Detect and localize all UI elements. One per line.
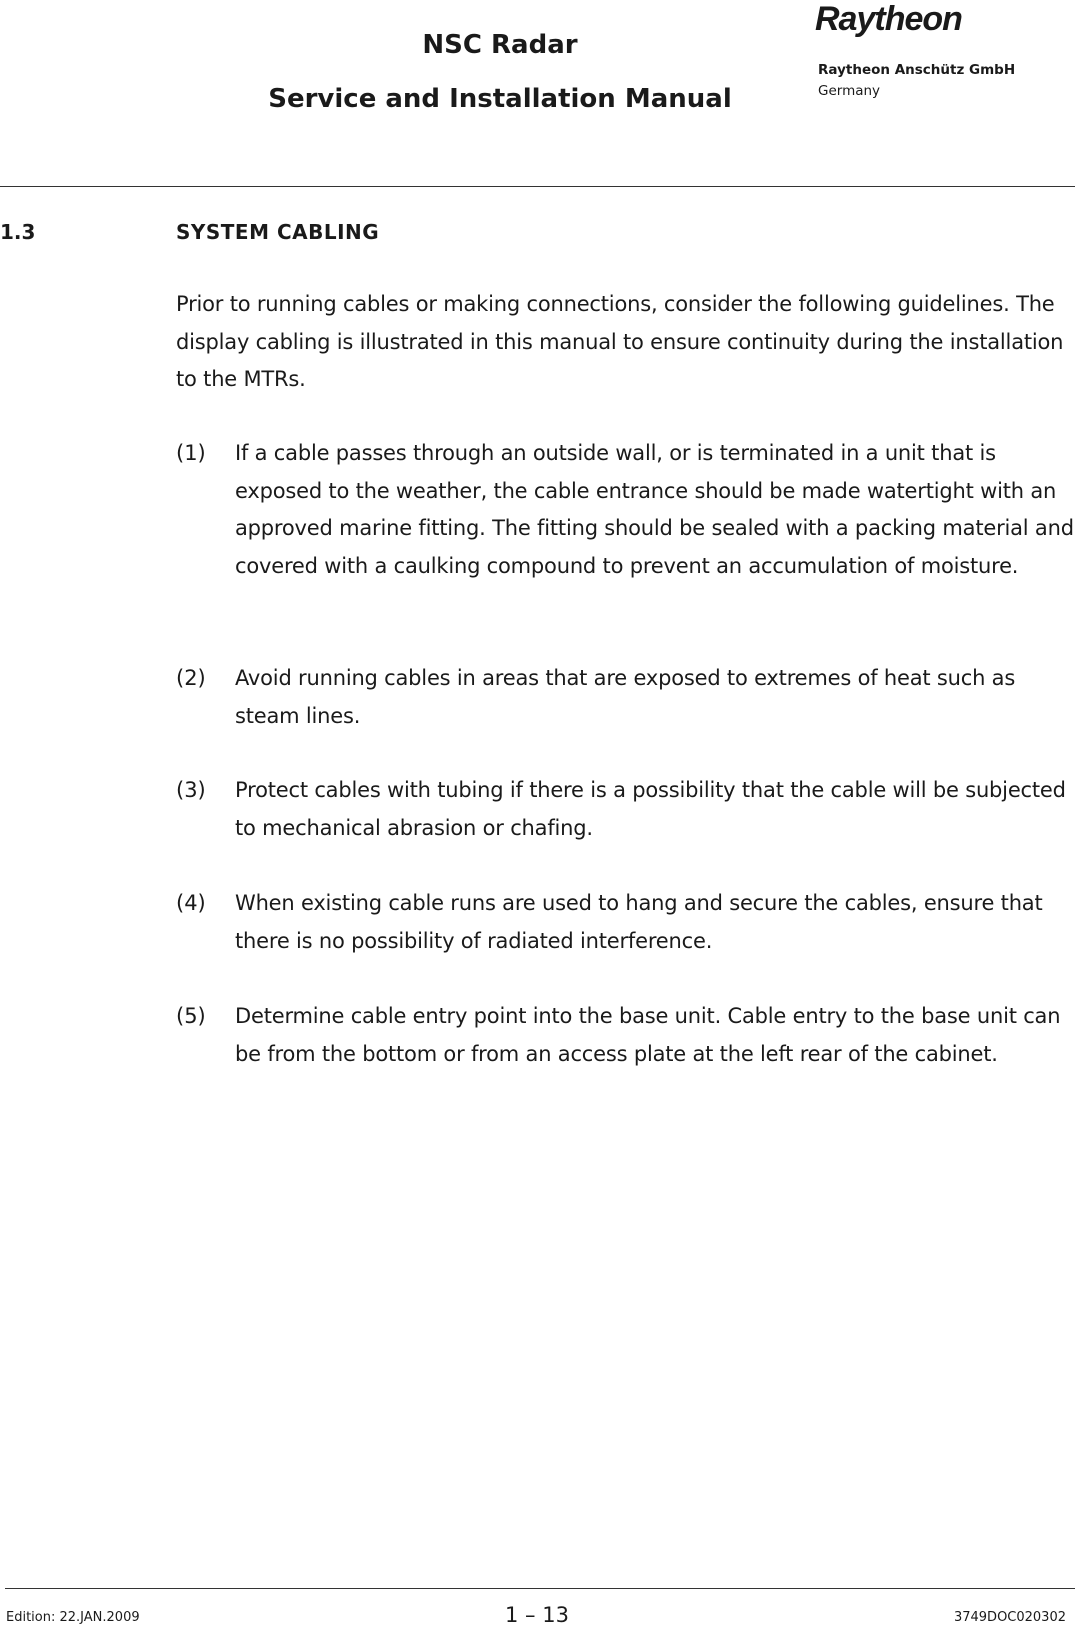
intro-paragraph: Prior to running cables or making connections, consider the following guidelines. The display cabling is illustrated in this manual to ensure continuity during the installation to the MTRs. xyxy=(176,292,1064,391)
page-number: 1 – 13 xyxy=(505,1603,569,1627)
guideline-text: Avoid running cables in areas that are exposed to extremes of heat such as steam lines. xyxy=(235,666,1016,728)
guideline-number: (5) xyxy=(176,1004,206,1028)
document-title: NSC Radar xyxy=(422,30,578,60)
company-country: Germany xyxy=(818,83,881,99)
guideline-text: Determine cable entry point into the base unit. Cable entry to the base unit can be from the bottom or from an access plate at the left rear of the cabinet. xyxy=(235,1004,1061,1066)
section-number: 1.3 xyxy=(0,220,36,244)
guideline-number: (3) xyxy=(176,778,206,802)
guideline-number: (2) xyxy=(176,666,206,690)
guideline-text: When existing cable runs are used to hang and secure the cables, ensure that there is no possibility of radiated interference. xyxy=(235,891,1043,953)
header-divider xyxy=(0,186,1075,187)
edition-date: Edition: 22.JAN.2009 xyxy=(6,1610,140,1625)
footer-divider xyxy=(5,1588,1075,1589)
guideline-text: Protect cables with tubing if there is a possibility that the cable will be subjected to mechanical abrasion or chafing. xyxy=(235,778,1066,840)
document-number: 3749DOC020302 xyxy=(953,1610,1066,1625)
guideline-number: (4) xyxy=(176,891,206,915)
raytheon-logo: Raytheon xyxy=(815,0,962,38)
document-subtitle: Service and Installation Manual xyxy=(268,84,732,114)
company-name: Raytheon Anschütz GmbH xyxy=(818,62,1016,78)
section-heading: SYSTEM CABLING xyxy=(176,220,380,244)
guideline-number: (1) xyxy=(176,441,206,465)
guideline-text: If a cable passes through an outside wall, or is terminated in a unit that is exposed to the weather, the cable entrance should be made watertight with an approved marine fitting. The fitting should be sealed with a packing material and covered with a caulking compound to prevent an accumulation of moisture. xyxy=(235,441,1074,578)
